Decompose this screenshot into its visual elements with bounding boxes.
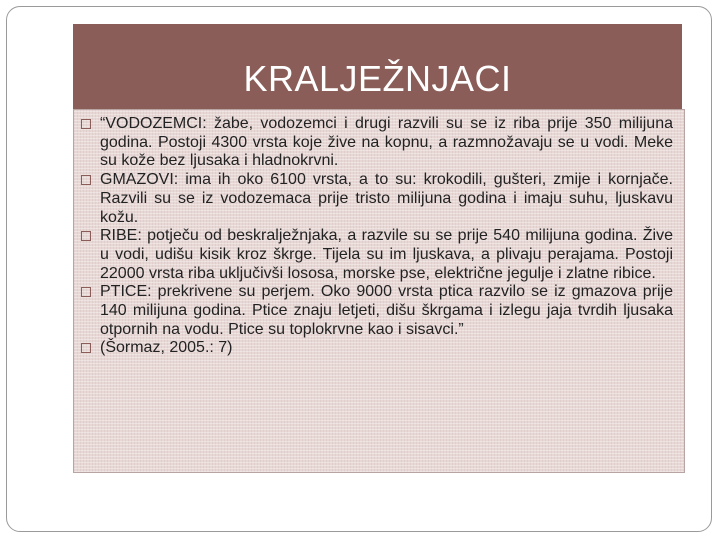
square-bullet-icon (81, 175, 91, 185)
bullet-gmazovi (81, 171, 673, 227)
bullet-text: RIBE: potječu od beskralježnjaka, a razvile su se prije 540 milijuna godina. Žive u vodi, udišu kisik kroz škrge. Tijela su im ljuskava, a plivaju perajama. Postoji 22000 vrsta riba uključivši lososa, morske pse, električne jegulje i zlatne ribice. (100, 227, 673, 282)
bullet-text: “VODOZEMCI: žabe, vodozemci i drugi razvili su se iz riba prije 350 milijuna godina. Postoji 4300 vrsta koje žive na kopnu, a razmnožavaju se u vodi. Meke su kože bez ljusaka i hladnokrvni. (100, 115, 673, 170)
title-band (73, 24, 682, 109)
bullet-vodozemci (81, 115, 673, 171)
square-bullet-icon (81, 119, 91, 129)
square-bullet-icon (81, 287, 91, 297)
bullet-citation (81, 339, 673, 358)
bullet-list (81, 115, 673, 358)
slide-title: KRALJEŽNJACI (243, 58, 512, 99)
square-bullet-icon (81, 343, 91, 353)
bullet-ribe (81, 227, 673, 283)
bullet-text: GMAZOVI: ima ih oko 6100 vrsta, a to su: krokodili, gušteri, zmije i kornjače. Razvili su se iz vodozemaca prije tristo milijuna godina i imaju suhu, ljuskavu kožu. (100, 171, 673, 226)
bullet-text: PTICE: prekrivene su perjem. Oko 9000 vrsta ptica razvilo se iz gmazova prije 140 milijuna godina. Ptice znaju letjeti, dišu škrgama i izlegu jaja tvrdih ljusaka otpornih na vodu. Ptice su toplokrvne kao i sisavci.” (100, 283, 673, 338)
bullet-ptice (81, 283, 673, 339)
square-bullet-icon (81, 231, 91, 241)
citation-text: (Šormaz, 2005.: 7) (100, 339, 233, 357)
